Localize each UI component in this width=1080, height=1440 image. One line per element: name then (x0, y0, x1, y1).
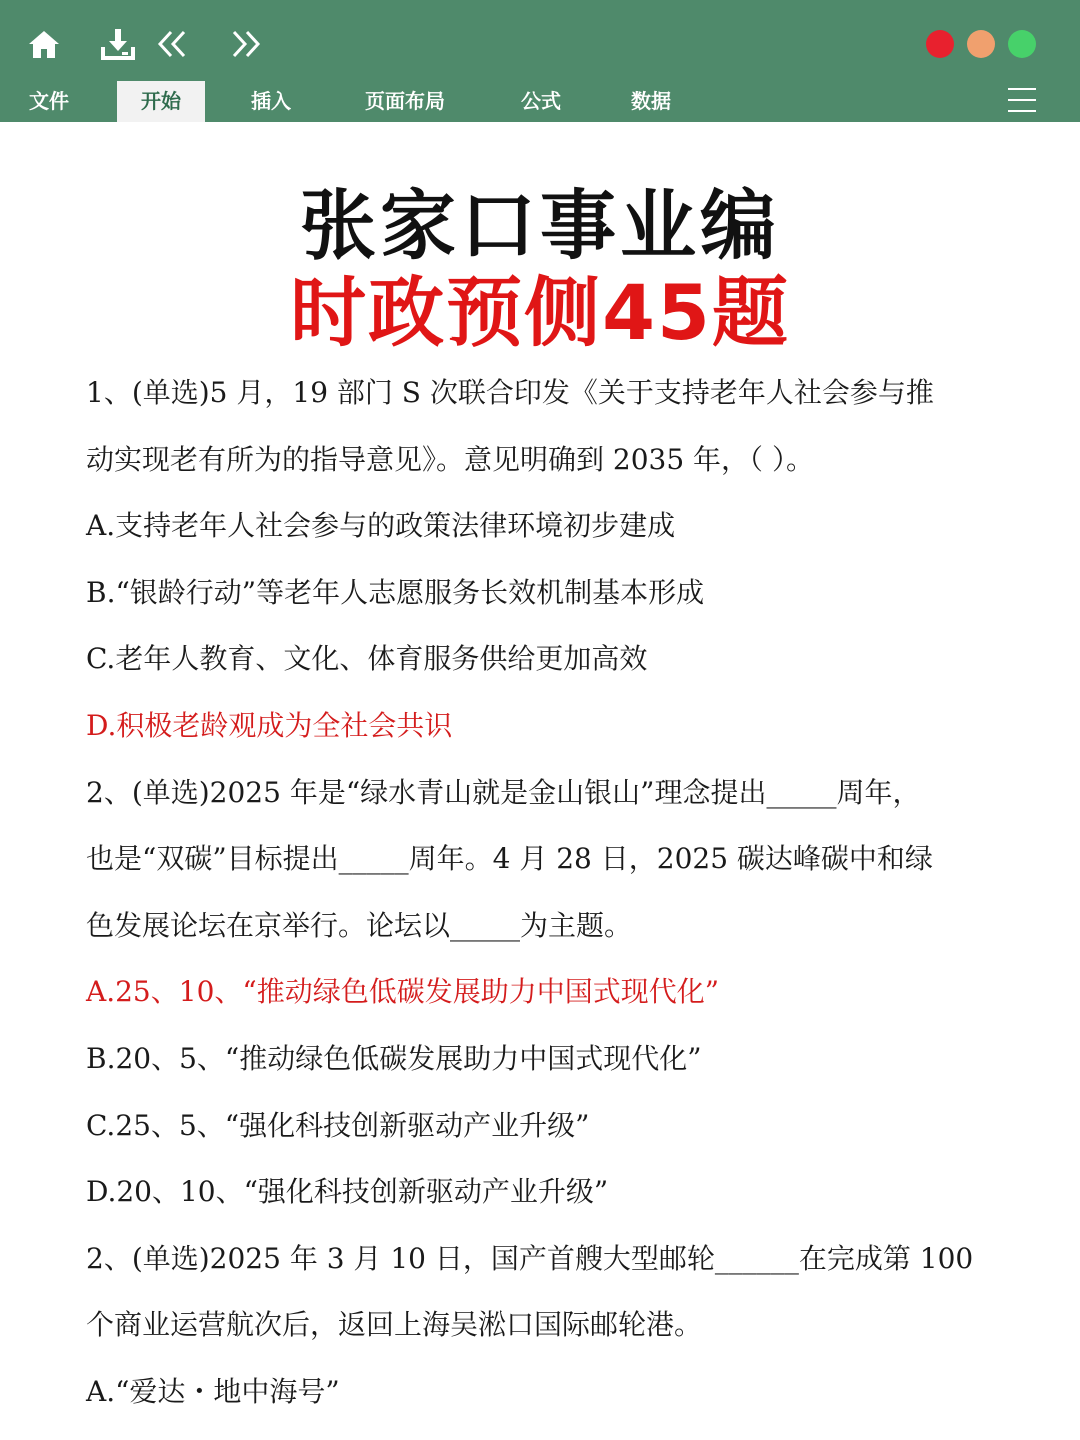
question-2-option-a-answer: A.25、10、“推动绿色低碳发展助力中国式现代化” (86, 975, 720, 1009)
page-subtitle: 时政预侧45题 (290, 268, 790, 357)
tab-home[interactable]: 开始 (117, 81, 205, 122)
question-3-text-cont: 个商业运营航次后，返回上海吴淞口国际邮轮港。 (86, 1308, 703, 1342)
question-1-text: 1、(单选)5 月，19 部门 S 次联合印发《关于支持老年人社会参与推 (86, 376, 934, 409)
question-2-option-d: D.20、10、“强化科技创新驱动产业升级” (86, 1175, 609, 1209)
question-list (86, 360, 986, 1426)
tab-data[interactable]: 数据 (631, 89, 671, 113)
double-chevron-right-icon[interactable] (226, 24, 266, 64)
home-icon[interactable] (24, 24, 64, 64)
tab-insert[interactable]: 插入 (251, 89, 291, 113)
tab-page-layout[interactable]: 页面布局 (365, 89, 445, 113)
maximize-window-dot[interactable] (1008, 30, 1036, 58)
minimize-window-dot[interactable] (967, 30, 995, 58)
question-2-text: 2、(单选)2025 年是“绿水青山就是金山银山”理念提出_____周年， (86, 775, 921, 809)
menu-icon[interactable] (1008, 88, 1036, 114)
question-1-option-b: B.“银龄行动”等老年人志愿服务长效机制基本形成 (86, 575, 705, 609)
ribbon-header (0, 0, 1080, 122)
question-1-option-c: C.老年人教育、文化、体育服务供给更加高效 (86, 642, 648, 676)
question-2-text-cont-2: 色发展论坛在京举行。论坛以_____为主题。 (86, 908, 633, 942)
ribbon-tabs (0, 81, 1080, 122)
question-1-text-cont: 动实现老有所为的指导意见》。意见明确到 2035 年，（ ）。 (86, 442, 814, 476)
double-chevron-left-icon[interactable] (152, 24, 192, 64)
question-2-option-c: C.25、5、“强化科技创新驱动产业升级” (86, 1108, 590, 1142)
question-1-option-d-answer: D.积极老龄观成为全社会共识 (86, 708, 453, 742)
question-2-text-cont: 也是“双碳”目标提出_____周年。4 月 28 日，2025 碳达峰碳中和绿 (86, 842, 933, 876)
question-1-option-a: A.支持老年人社会参与的政策法律环境初步建成 (86, 509, 676, 543)
page-title: 张家口事业编 (300, 181, 780, 270)
download-icon[interactable] (98, 24, 138, 64)
question-3-text: 2、(单选)2025 年 3 月 10 日，国产首艘大型邮轮______在完成第 100 (86, 1241, 974, 1275)
close-window-dot[interactable] (926, 30, 954, 58)
tab-file[interactable]: 文件 (29, 89, 69, 113)
tab-formulas[interactable]: 公式 (521, 89, 561, 113)
question-2-option-b: B.20、5、“推动绿色低碳发展助力中国式现代化” (86, 1041, 702, 1075)
question-3-option-a: A.“爱达・地中海号” (86, 1374, 340, 1408)
